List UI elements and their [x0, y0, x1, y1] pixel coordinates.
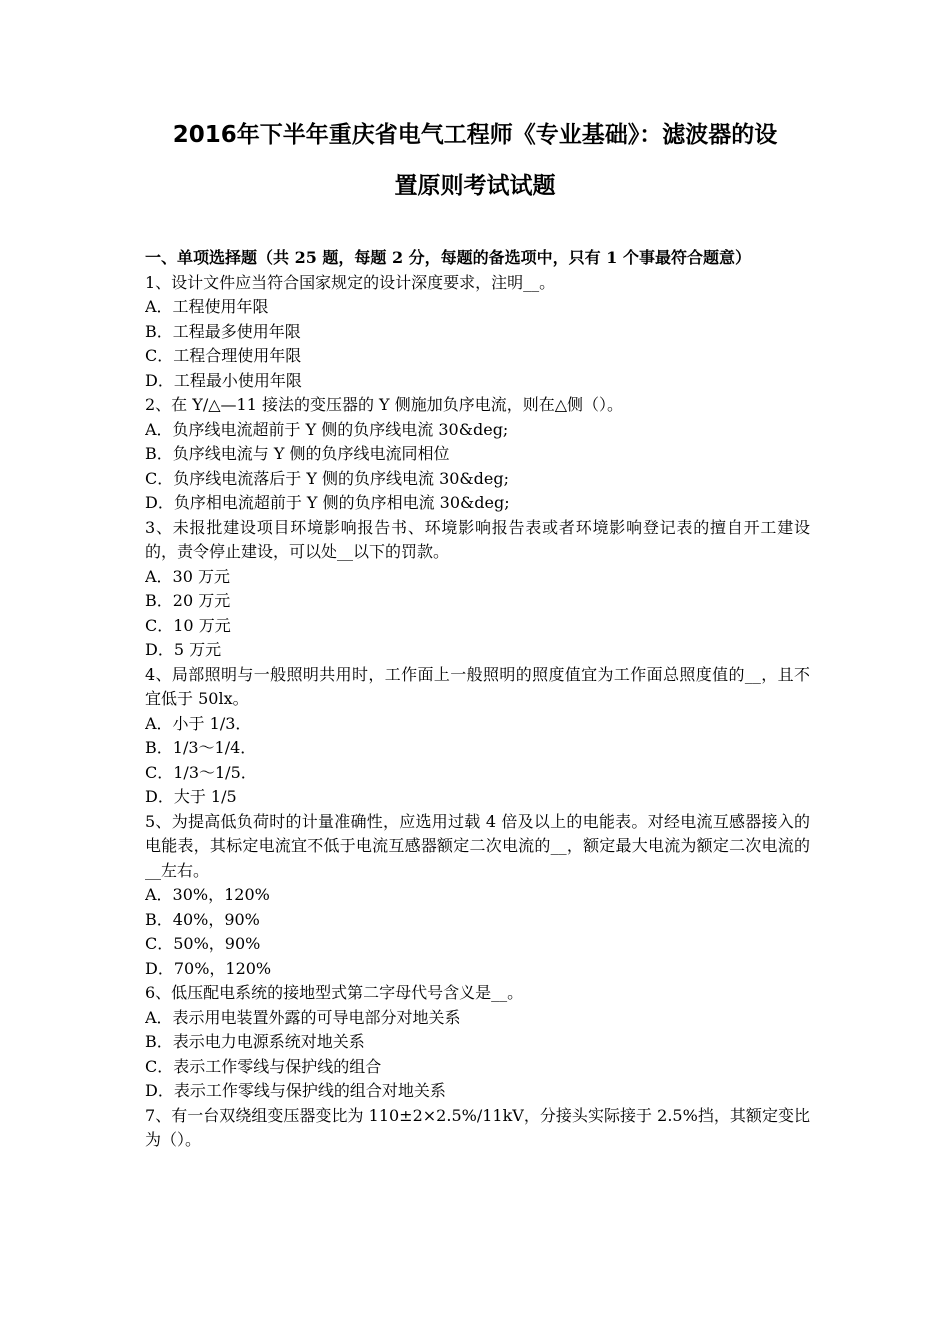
option-d: D．5 万元 — [145, 640, 222, 659]
option-b: B．20 万元 — [145, 591, 231, 610]
option-c: C．1/3～1/5． — [145, 762, 257, 782]
question-text: 3、未报批建设项目环境影响报告书、环境影响报告表或者环境影响登记表的擅自开工建设的，责令停止建设，可以处__以下的罚款。 — [145, 517, 810, 561]
option-b: B．工程最多使用年限 — [145, 321, 301, 341]
option-d: D．70%，120% — [145, 958, 272, 978]
option-d: D．工程最小使用年限 — [145, 370, 302, 390]
question-text: 6、低压配电系统的接地型式第二字母代号含义是__。 — [145, 983, 524, 1002]
option-c: C．10 万元 — [145, 615, 231, 635]
question-7 — [145, 1104, 810, 1153]
option-b: B．1/3～1/4． — [145, 738, 257, 757]
option-c: C．50%，90% — [145, 934, 261, 953]
question-1 — [145, 271, 810, 394]
section-heading: 一、单项选择题（共 25 题，每题 2 分，每题的备选项中，只有 1 个事最符合题意） — [145, 248, 751, 267]
question-4 — [145, 663, 810, 810]
question-3 — [145, 516, 810, 663]
question-2 — [145, 393, 810, 516]
document-body — [145, 246, 810, 1153]
document-title-line-1: 2016年下半年重庆省电气工程师《专业基础》：滤波器的设 — [172, 122, 778, 148]
option-d: D．大于 1/5 — [145, 787, 237, 806]
option-a: A．30 万元 — [145, 566, 231, 586]
option-a: A．工程使用年限 — [145, 297, 269, 316]
question-text: 1、设计文件应当符合国家规定的设计深度要求，注明__。 — [145, 272, 556, 292]
question-text: 7、有一台双绕组变压器变比为 110±2×2.5%/11kV，分接头实际接于 2.5%挡，其额定变比为（）。 — [145, 1105, 810, 1149]
question-6 — [145, 981, 810, 1104]
question-text: 4、局部照明与一般照明共用时，工作面上一般照明的照度值宜为工作面总照度值的__，且不宜低于 50lx。 — [145, 664, 810, 708]
option-b: B．负序线电流与 Y 侧的负序线电流同相位 — [145, 444, 450, 463]
document-title-line-2: 置原则考试试题 — [394, 173, 556, 199]
question-text: 2、在 Y/△—11 接法的变压器的 Y 侧施加负序电流，则在△侧（）。 — [145, 395, 624, 414]
option-c: C．工程合理使用年限 — [145, 346, 302, 365]
option-d: D．表示工作零线与保护线的组合对地关系 — [145, 1081, 446, 1100]
option-a: A．小于 1/3． — [145, 713, 252, 733]
option-a: A．表示用电装置外露的可导电部分对地关系 — [145, 1007, 461, 1027]
question-5 — [145, 810, 810, 982]
option-b: B．表示电力电源系统对地关系 — [145, 1032, 365, 1051]
option-a: A．30%，120% — [145, 885, 270, 904]
question-text: 5、为提高低负荷时的计量准确性，应选用过载 4 倍及以上的电能表。对经电流互感器接入的电能表，其标定电流宜不低于电流互感器额定二次电流的__，额定最大电流为额定二次电流的__左右。 — [145, 811, 810, 880]
option-d: D．负序相电流超前于 Y 侧的负序相电流 30&deg; — [145, 493, 510, 512]
option-c: C．表示工作零线与保护线的组合 — [145, 1056, 382, 1076]
option-c: C．负序线电流落后于 Y 侧的负序线电流 30&deg; — [145, 468, 510, 488]
option-b: B．40%，90% — [145, 909, 260, 929]
option-a: A．负序线电流超前于 Y 侧的负序线电流 30&deg; — [145, 419, 509, 439]
